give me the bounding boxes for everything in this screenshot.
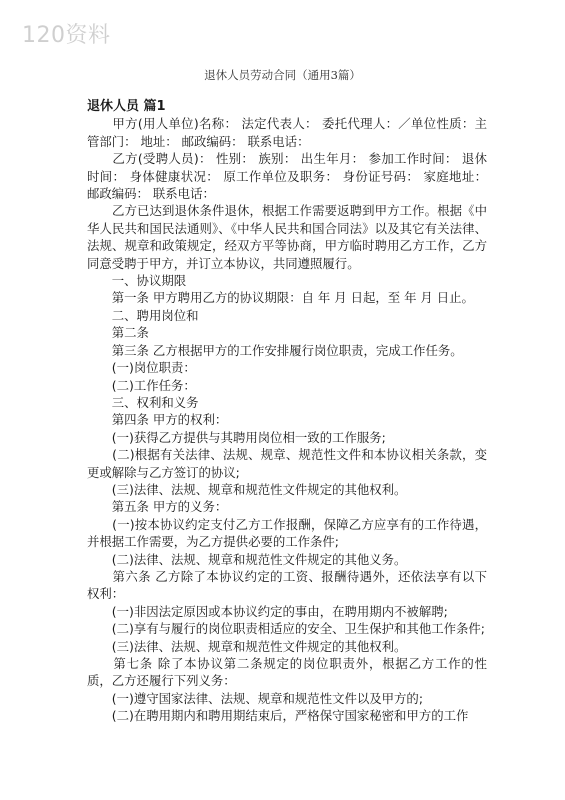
paragraph: 第四条 甲方的权利： (87, 412, 228, 428)
paragraph: (一)非因法定原因或本协议约定的事由，在聘用期内不被解聘; (87, 603, 448, 619)
paragraph: 第六条 乙方除了本协议约定的工资、报酬待遇外，还依法享有以下权利： (87, 568, 487, 602)
document-title: 退休人员劳动合同（通用3篇） (204, 68, 361, 82)
paragraph: 乙方已达到退休条件退休，根据工作需要返聘到甲方工作。根据《中华人民共和国民法通则》、《中华人民共和国合同法》以及其它有关法律、法规、规章和政策规定，经双方平等协商，甲方临时聘用乙方工作，乙方同意受聘于甲方，并订立本协议，共同遵照履行。 (87, 203, 487, 271)
paragraph: (一)遵守国家法律、法规、规章和规范性文件以及甲方的; (87, 690, 423, 706)
paragraph: (一)获得乙方提供与其聘用岗位相一致的工作服务; (87, 429, 386, 445)
document-body (87, 98, 487, 725)
paragraph: 第一条 甲方聘用乙方的协议期限：自 年 月 日起，至 年 月 日止。 (87, 290, 474, 306)
paragraph: 二、聘用岗位和 (87, 307, 199, 323)
paragraph: (二)工作任务： (87, 377, 196, 393)
paragraph: (二)根据有关法律、法规、规章、规范性文件和本协议相关条款，变更或解除与乙方签订的协议; (87, 447, 487, 480)
paragraph: 第五条 甲方的义务： (87, 499, 228, 515)
paragraph: (一)岗位职责： (87, 360, 196, 376)
paragraph: (二)法律、法规、规章和规范性文件规定的其他义务。 (87, 551, 407, 567)
paragraph: 一、协议期限 (87, 273, 187, 289)
watermark-logo: 120资料 (22, 23, 111, 48)
paragraph: 甲方(用人单位)名称： 法定代表人： 委托代理人：／单位性质：主管部门： 地址： 邮政编码： 联系电话： (87, 116, 487, 149)
paragraph: 乙方(受聘人员)： 性别： 族别： 出生年月： 参加工作时间： 退休时间： 身体健康状况： 原工作单位及职务： 身份证号码： 家庭地址： 邮政编码： 联系电话： (87, 151, 487, 202)
paragraph: (二)享有与履行的岗位职责相适应的安全、卫生保护和其他工作条件; (87, 621, 485, 637)
section-heading: 退休人员 篇1 (87, 99, 166, 114)
paragraph: 第二条 (87, 325, 149, 341)
paragraph: (一)按本协议约定支付乙方工作报酬，保障乙方应享有的工作待遇，并根据工作需要，为乙方提供必要的工作条件; (87, 516, 487, 550)
paragraph: (二)在聘用期内和聘用期结束后，严格保守国家秘密和甲方的工作 (87, 708, 469, 724)
paragraph-list (87, 115, 487, 724)
paragraph: 第三条 乙方根据甲方的工作安排履行岗位职责，完成工作任务。 (87, 342, 463, 358)
paragraph: 第七条 除了本协议第二条规定的岗位职责外，根据乙方工作的性质，乙方还履行下列义务： (87, 656, 487, 689)
paragraph: (三)法律、法规、规章和规范性文件规定的其他权利。 (87, 638, 407, 654)
paragraph: (三)法律、法规、规章和规范性文件规定的其他权利。 (87, 481, 407, 497)
paragraph: 三、权利和义务 (87, 394, 199, 410)
